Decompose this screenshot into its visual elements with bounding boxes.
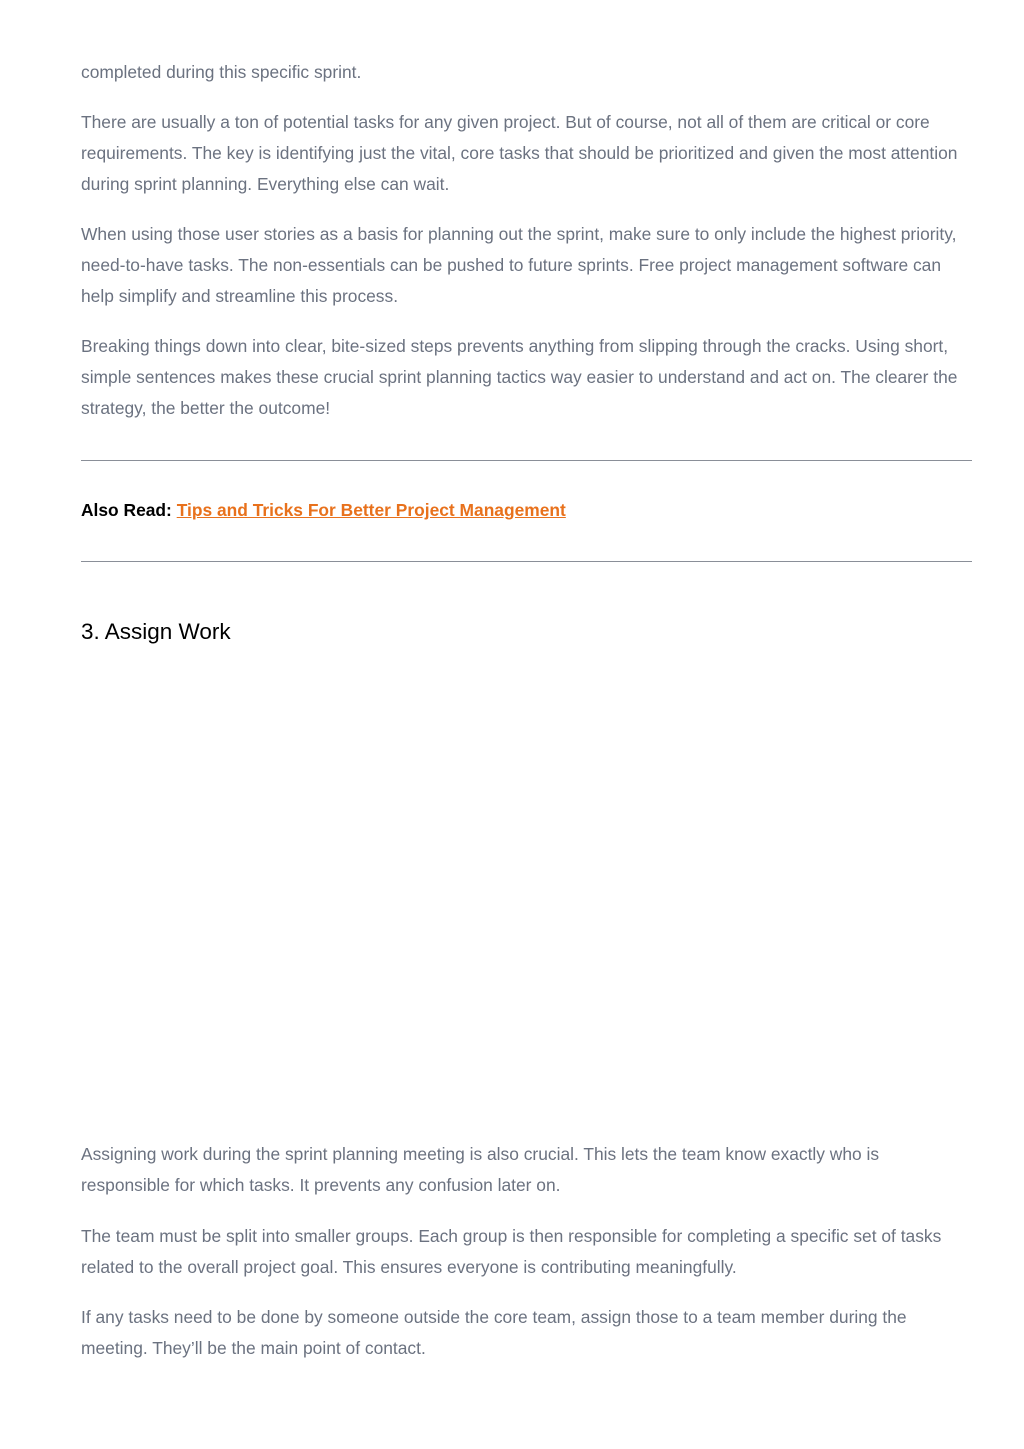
paragraph-assigning-work: Assigning work during the sprint planning meeting is also crucial. This lets the team know exactly who is responsible for which tasks. It prevents any confusion later on.: [81, 1144, 880, 1195]
divider-bottom: [81, 561, 972, 562]
paragraph-outside-core-team: If any tasks need to be done by someone outside the core team, assign those to a team member during the meeting. They’ll be the main point of contact.: [81, 1307, 907, 1358]
image-placeholder: [81, 665, 972, 1125]
paragraph-core-tasks: There are usually a ton of potential tasks for any given project. But of course, not all of them are critical or core requirements. The key is identifying just the vital, core tasks that should be prioritized and given the most attention during sprint planning. Everything else can wait.: [81, 112, 958, 194]
also-read-label: Also Read:: [81, 500, 172, 520]
also-read-link[interactable]: Tips and Tricks For Better Project Management: [176, 500, 566, 520]
paragraph-sprint-completion: completed during this specific sprint.: [81, 62, 362, 82]
paragraph-user-stories: When using those user stories as a basis for planning out the sprint, make sure to only include the highest priority, need-to-have tasks. The non-essentials can be pushed to future sprints. Free project management software can help simplify and streamline this process.: [81, 224, 957, 306]
section-heading-assign-work: 3. Assign Work: [81, 619, 231, 644]
divider-top: [81, 460, 972, 461]
paragraph-smaller-groups: The team must be split into smaller groups. Each group is then responsible for completing a specific set of tasks related to the overall project goal. This ensures everyone is contributing meaningfully.: [81, 1226, 942, 1277]
also-read-callout: [81, 498, 566, 522]
paragraph-bite-sized-steps: Breaking things down into clear, bite-sized steps prevents anything from slipping through the cracks. Using short, simple sentences makes these crucial sprint planning tactics way easier to understand and act on. The clearer the strategy, the better the outcome!: [81, 336, 958, 418]
